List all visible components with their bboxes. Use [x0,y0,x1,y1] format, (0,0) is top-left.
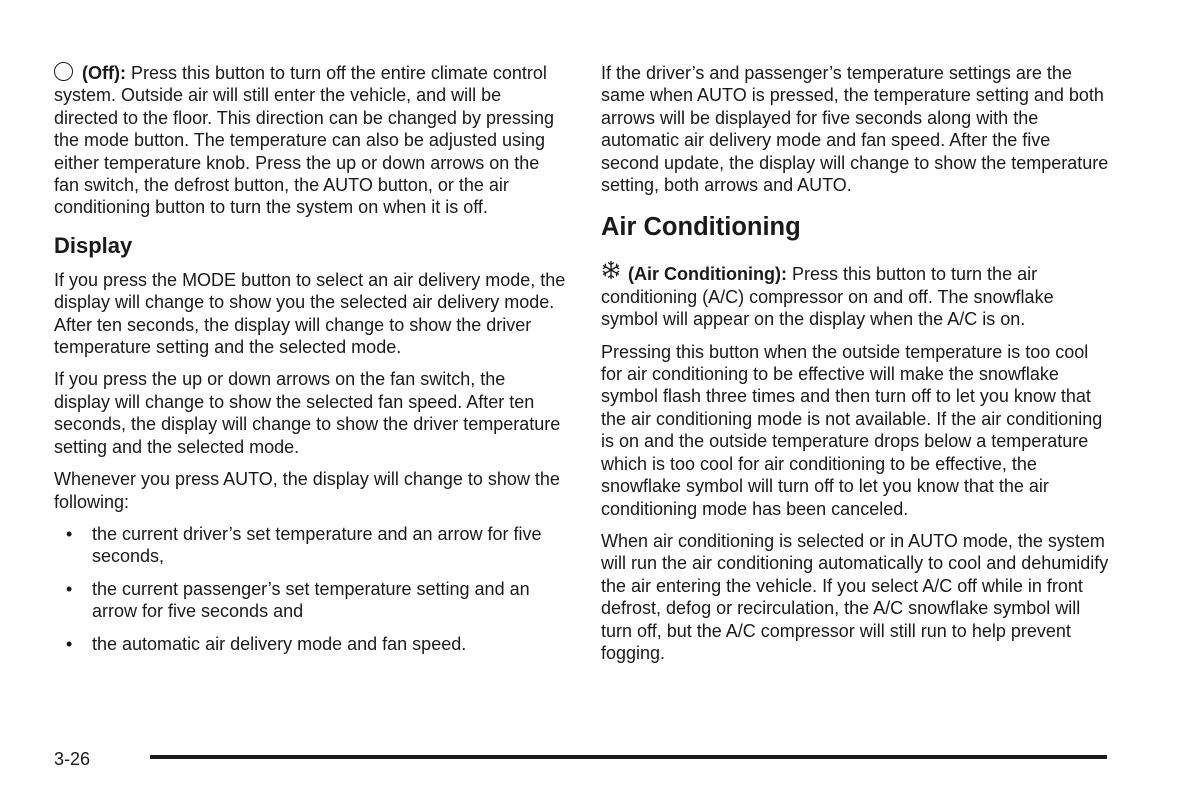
ac-button-paragraph [601,260,1113,330]
display-paragraph-fan: If you press the up or down arrows on the fan switch, the display will change to show the selected fan speed. After ten seconds, the display will change to show the driver temperature setting and the selected mode. [54,369,561,457]
ac-button-description: Press this button to turn the air conditioning (A/C) compressor on and off. The snowflake symbol will appear on the display when the A/C is on. [601,264,1054,330]
off-button-label: (Off): [82,63,126,83]
auto-display-list [54,523,566,655]
list-item [54,578,566,623]
ac-auto-mode-paragraph: When air conditioning is selected or in AUTO mode, the system will run the air conditioning automatically to cool and dehumidify the air entering the vehicle. If you select A/C off while in front defrost, defog or recirculation, the A/C snowflake symbol will turn off, but the A/C compressor will still run to help prevent fogging. [601,530,1109,663]
list-item-text: the current driver’s set temperature and an arrow for five seconds, [92,523,542,567]
off-button-paragraph [54,62,566,219]
snowflake-icon [601,260,621,280]
air-conditioning-heading: Air Conditioning [601,213,801,242]
footer-rule [150,755,1107,759]
display-paragraph-mode: If you press the MODE button to select an air delivery mode, the display will change to show you the selected air delivery mode. After ten seconds, the display will change to show the driver temperature setting and the selected mode. [54,269,566,358]
display-paragraph-auto: Whenever you press AUTO, the display will change to show the following: [54,469,560,512]
list-item [54,633,566,655]
list-item-text: the automatic air delivery mode and fan speed. [92,633,467,654]
off-button-description: Press this button to turn off the entire climate control system. Outside air will still enter the vehicle, and will be directed to the floor. This direction can be changed by pressing the mode button. The temperature can also be adjusted using either temperature knob. Press the up or down arrows on the fan switch, the defrost button, the AUTO button, or the air conditioning button to turn the system on when it is off. [54,63,554,218]
bullet-icon: • [66,523,73,544]
bullet-icon: • [66,578,73,599]
bullet-icon: • [66,633,73,654]
ac-cool-outside-paragraph: Pressing this button when the outside temperature is too cool for air conditioning to be effective will make the snowflake symbol flash three times and then turn off to let you know that the air conditioning mode is not available. If the air conditioning is on and the outside temperature drops below a temperature which is too cool for air conditioning to be effective, the snowflake symbol will turn off to let you know that the air conditioning mode has been canceled. [601,341,1103,519]
list-item [54,523,566,568]
list-item-text: the current passenger’s set temperature setting and an arrow for five seconds and [92,578,530,622]
circle-off-icon [54,62,73,81]
display-heading: Display [54,232,133,258]
auto-same-settings-paragraph: If the driver’s and passenger’s temperature settings are the same when AUTO is pressed, the temperature setting and both arrows will be displayed for five seconds along with the automatic air delivery mode and fan speed. After the five second update, the display will change to show the temperature setting, both arrows and AUTO. [601,63,1109,196]
ac-button-label: (Air Conditioning): [628,264,787,285]
left-column [54,62,566,665]
page-number: 3-26 [54,749,91,769]
right-column [601,62,1113,674]
